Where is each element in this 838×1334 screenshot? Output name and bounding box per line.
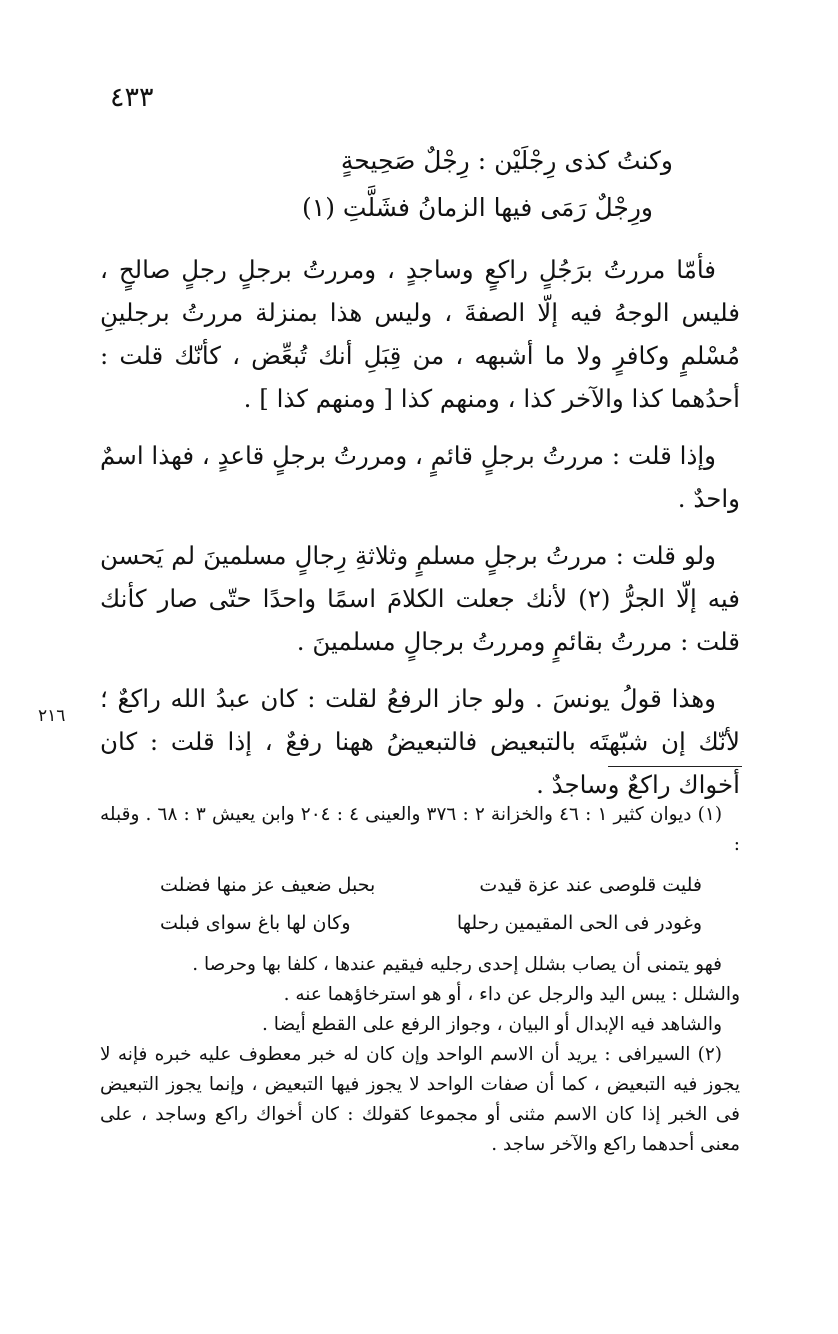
- poem-hemistich: وكان لها باغ سواى فبلت: [160, 912, 351, 934]
- footnotes: [100, 800, 740, 1160]
- footnote-1-explanation: فهو يتمنى أن يصاب بشلل إحدى رجليه فيقيم عندها ، كلفا بها وحرصا .: [192, 954, 722, 975]
- verse-line-1: وكنتُ كذى رِجْلَيْن : رِجْلٌ صَحِيحةٍ: [340, 146, 673, 175]
- verse-line-2: ورِجْلٌ رَمَى فيها الزمانُ فشَلَّتِ (١): [302, 193, 653, 222]
- page-number: ٤٣٣: [110, 82, 154, 113]
- main-text: [100, 248, 740, 820]
- footnote-1-source: (١) ديوان كثير ١ : ٤٦ والخزانة ٢ : ٣٧٦ والعينى ٤ : ٢٠٤ وابن يعيش ٣ : ٦٨ . وقبله :: [100, 804, 740, 855]
- footnote-2: (٢) السيرافى : يريد أن الاسم الواحد وإن كان له خبر معطوف عليه خبره فإنه لا يجوز فيه التبعيض ، كما أن صفات الواحد لا يجوز فيها التبعيض ، وإنما يجوز التبعيض فى الخبر إذا كان الاسم مثنى أو مجموعا كقولك : كان أخواك راكع وساجد ، على معنى أحدهما راكع والآخر ساجد .: [100, 1044, 740, 1155]
- footnote-divider: [608, 766, 742, 767]
- paragraph-4: وهذا قولُ يونسَ . ولو جاز الرفعُ لقلت : كان عبدُ الله راكعٌ ؛ لأنّك إن شبّهتَه بالتبعيض فالتبعيضُ ههنا رفعٌ ، إذا قلت : كان أخواك راكعٌ وساجدٌ .: [100, 684, 740, 799]
- footnote-1-explanation: والشلل : يبس اليد والرجل عن داء ، أو هو استرخاؤهما عنه .: [283, 984, 740, 1005]
- poem-hemistich: فليت قلوصى عند عزة قيدت: [479, 874, 702, 896]
- paragraph-3: ولو قلت : مررتُ برجلٍ مسلمٍ وثلاثةِ رِجالٍ مسلمينَ لم يَحسن فيه إلّا الجرُّ (٢) لأنك جعلت الكلامَ اسمًا واحدًا حتّى صار كأنك قلت : مررتُ بقائمٍ ومررتُ برجالٍ مسلمينَ .: [100, 541, 741, 656]
- footnote-1-explanation: والشاهد فيه الإبدال أو البيان ، وجواز الرفع على القطع أيضا .: [262, 1014, 722, 1035]
- poem-hemistich: وغودر فى الحى المقيمين رحلها: [456, 912, 702, 934]
- poem-hemistich: بحبل ضعيف عز منها فضلت: [160, 874, 376, 896]
- paragraph-1: فأمّا مررتُ برَجُلٍ راكعٍ وساجدٍ ، ومررتُ برجلٍ رجلٍ صالحٍ ، فليس الوجهُ فيه إلّا الصفةَ ، وليس هذا بمنزلة مررتُ برجلينِ مُسْلمٍ وكافرٍ ولا ما أشبهه ، من قِبَلِ أنك تُبعِّض ، كأنّك قلت : أحدُهما كذا والآخر كذا ، ومنهم كذا [ ومنهم كذا ] .: [100, 255, 740, 413]
- paragraph-2: وإذا قلت : مررتُ برجلٍ قائمٍ ، ومررتُ برجلٍ قاعدٍ ، فهذا اسمٌ واحدٌ .: [99, 441, 740, 513]
- poem-line-2: [100, 904, 740, 942]
- margin-reference-number: ٢١٦: [38, 706, 66, 726]
- poem-line-1: [100, 866, 740, 904]
- footnote-poem: [100, 866, 740, 942]
